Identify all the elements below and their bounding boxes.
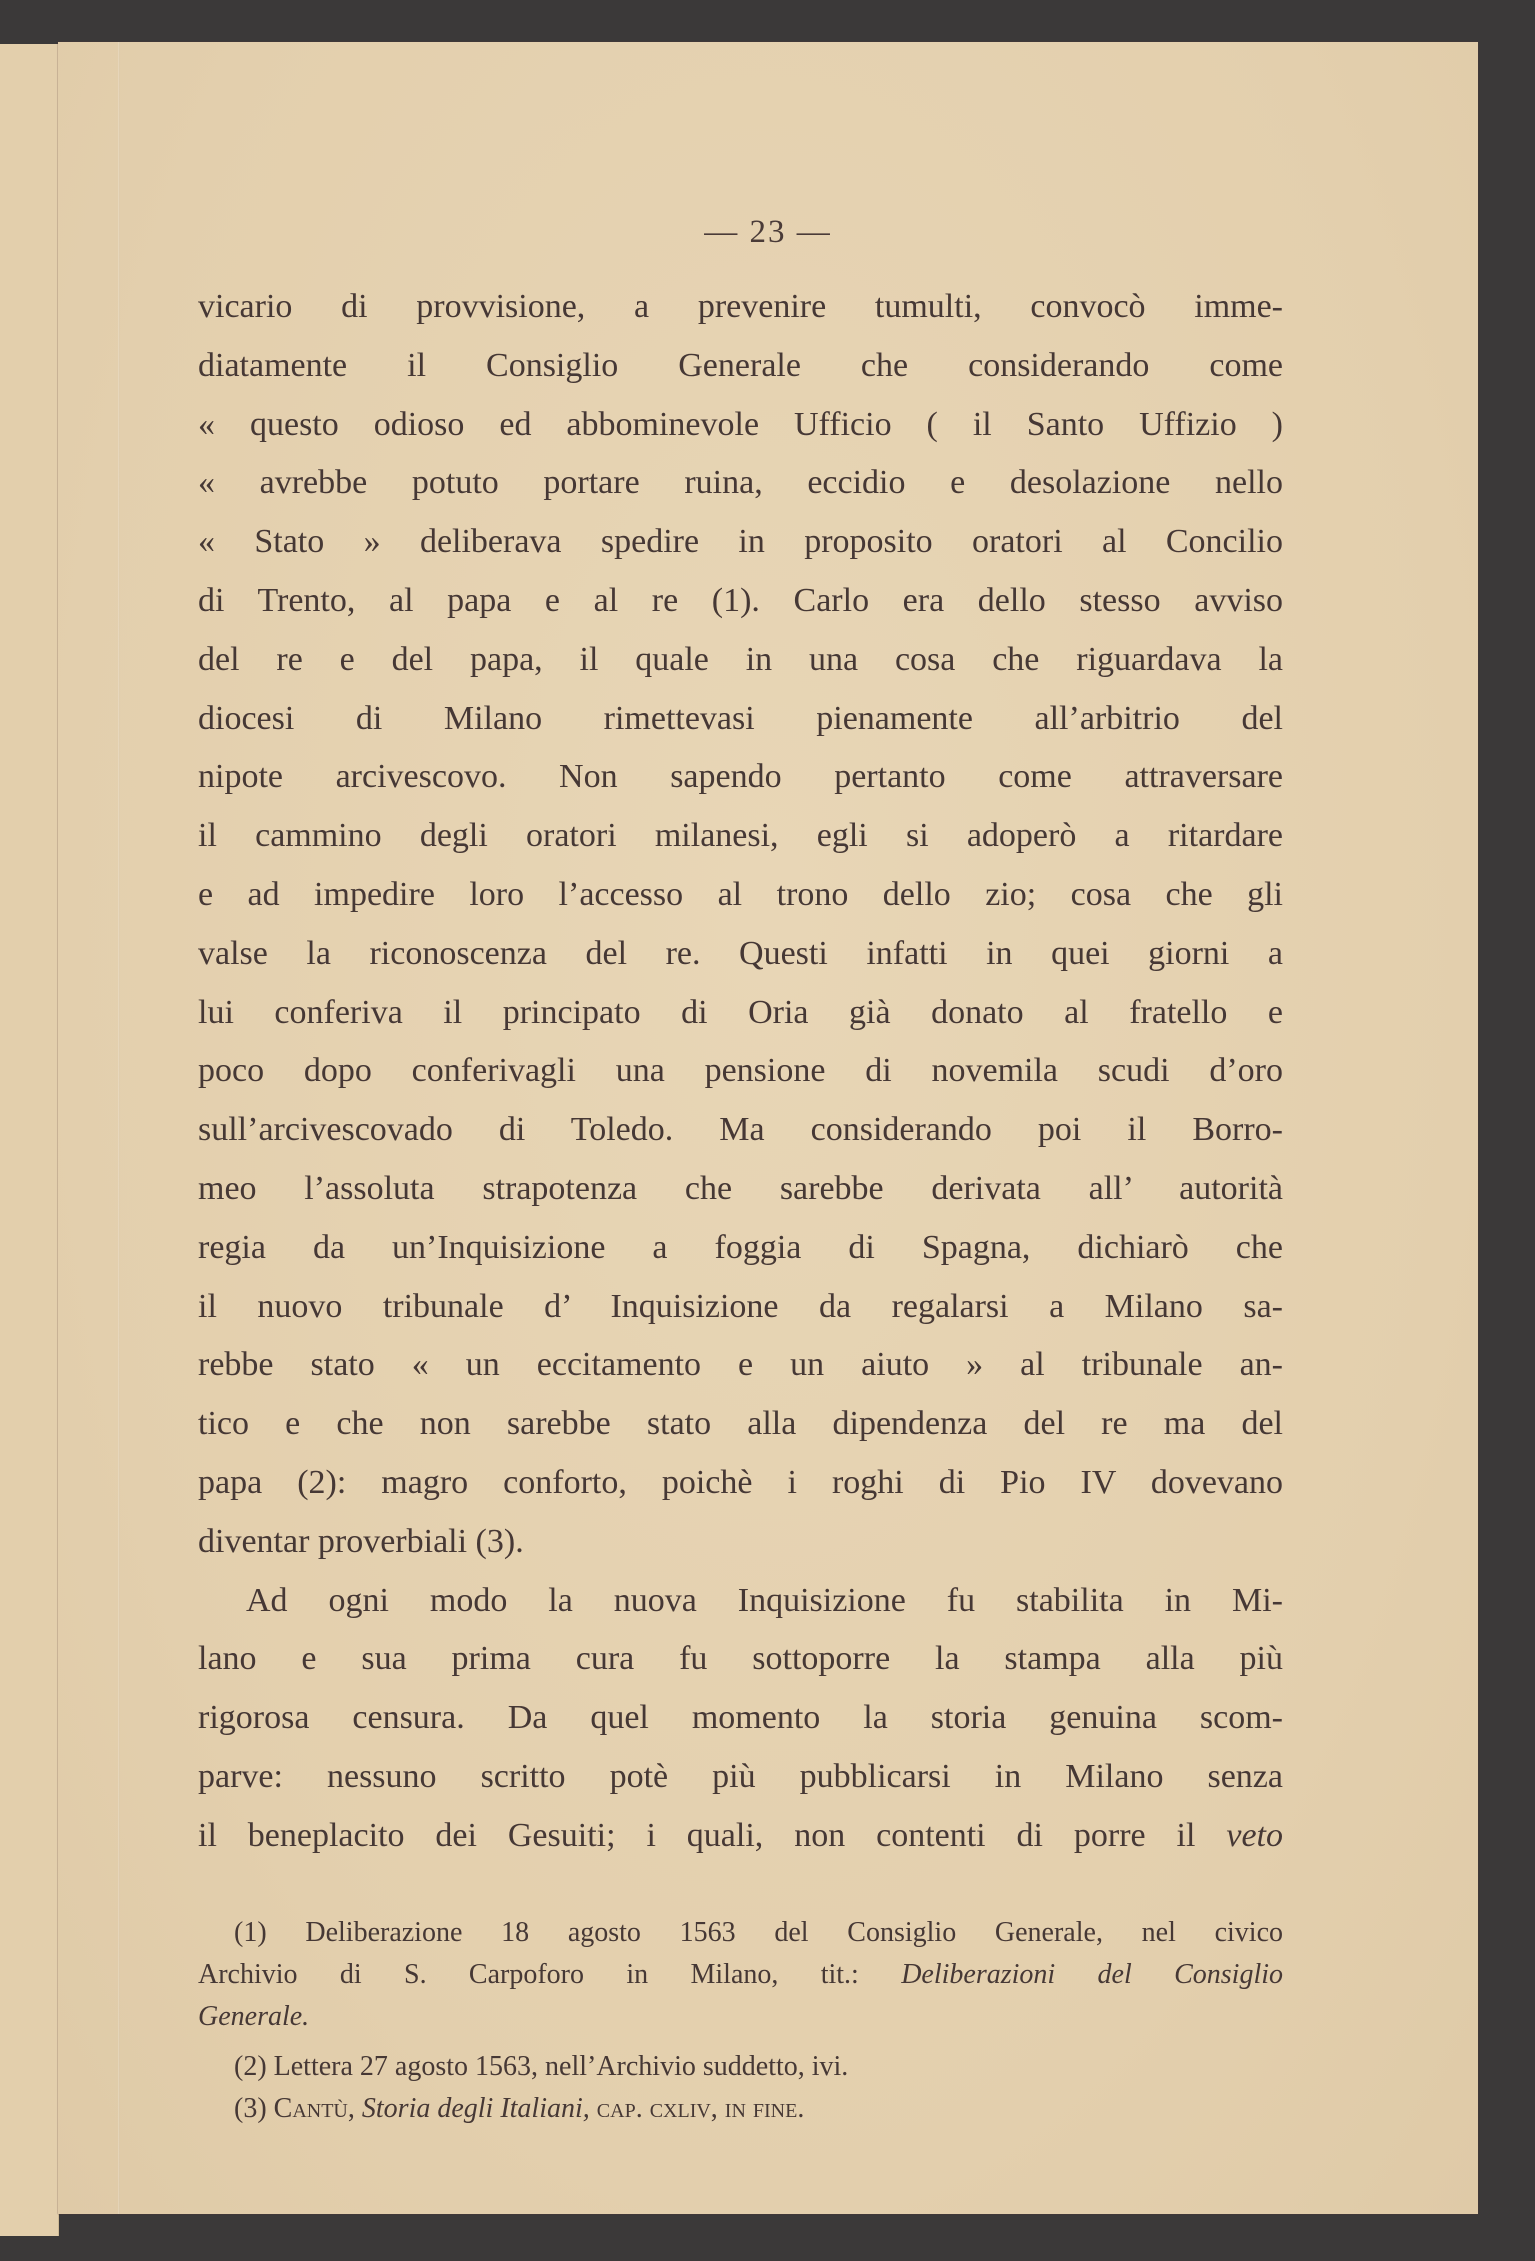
footnote-text: Archivio di S. Carpoforo in Milano, tit.: (198, 1959, 859, 1990)
footnote-title: Generale. (198, 2001, 310, 2032)
footnotes (198, 1912, 1283, 2130)
text-line (198, 1807, 1283, 1866)
footnote-text: cap. cxliv, in fine. (596, 2093, 805, 2124)
text-line: di Trento, al papa e al re (1). Carlo era dello stesso avviso (198, 581, 1283, 619)
footnote-author: Cantù, (273, 2093, 355, 2124)
text-line: valse la riconoscenza del re. Questi infatti in quei giorni a (198, 934, 1283, 972)
text-span: il beneplacito dei Gesuiti; i quali, non contenti di porre il (198, 1816, 1196, 1854)
text-line: meo l’assoluta strapotenza che sarebbe derivata all’ autorità (198, 1169, 1283, 1207)
paragraph-start-line: Ad ogni modo la nuova Inquisizione fu stabilita in Mi- (246, 1581, 1283, 1619)
text-line: lano e sua prima cura fu sottoporre la stampa alla più (198, 1640, 1283, 1678)
italic-word: veto (1226, 1816, 1283, 1854)
text-line: parve: nessuno scritto potè più pubblicarsi in Milano senza (198, 1757, 1283, 1795)
footnote-2: (2) Lettera 27 agosto 1563, nell’Archivio suddetto, ivi. (234, 2051, 849, 2082)
text-line: tico e che non sarebbe stato alla dipendenza del re ma del (198, 1405, 1283, 1443)
footnote-marker: (3) (234, 2093, 267, 2124)
text-line: e ad impedire loro l’accesso al trono dello zio; cosa che gli (198, 875, 1283, 913)
footnote-3 (198, 2088, 1283, 2130)
body-text (198, 278, 1283, 1866)
text-line: il cammino degli oratori milanesi, egli si adoperò a ritardare (198, 817, 1283, 855)
text-line: vicario di provvisione, a prevenire tumulti, convocò imme- (198, 288, 1283, 325)
page-fold-crease (118, 42, 120, 2214)
text-line: poco dopo conferivagli una pensione di novemila scudi d’oro (198, 1052, 1283, 1090)
text-line: il nuovo tribunale d’ Inquisizione da regalarsi a Milano sa- (198, 1287, 1283, 1325)
text-line: diocesi di Milano rimettevasi pienamente all’arbitrio del (198, 699, 1283, 737)
text-line: nipote arcivescovo. Non sapendo pertanto come attraversare (198, 758, 1283, 796)
text-line: diatamente il Consiglio Generale che considerando come (198, 346, 1283, 384)
text-line: rigorosa censura. Da quel momento la storia genuina scom- (198, 1699, 1283, 1737)
page-number: — 23 — (704, 214, 832, 250)
text-line: del re e del papa, il quale in una cosa che riguardava la (198, 640, 1283, 678)
text-line: lui conferiva il principato di Oria già donato al fratello e (198, 993, 1283, 1031)
text-line: « Stato » deliberava spedire in proposito oratori al Concilio (198, 523, 1283, 561)
footnote-title: Deliberazioni del Consiglio (901, 1959, 1284, 1990)
paragraph-end-line: diventar proverbiali (3). (198, 1522, 524, 1560)
book-page (58, 42, 1478, 2214)
footnote-1-continued (198, 1954, 1283, 1996)
text-line: papa (2): magro conforto, poichè i roghi di Pio IV dovevano (198, 1463, 1283, 1501)
footnote-title: Storia degli Italiani, (361, 2093, 590, 2124)
adjacent-page-edge (0, 44, 59, 2236)
text-line: « questo odioso ed abbominevole Ufficio ( il Santo Uffizio ) (198, 405, 1283, 443)
text-line: sull’arcivescovado di Toledo. Ma considerando poi il Borro- (198, 1111, 1283, 1149)
text-line: « avrebbe potuto portare ruina, eccidio e desolazione nello (198, 464, 1283, 502)
text-line: rebbe stato « un eccitamento e un aiuto » al tribunale an- (198, 1346, 1283, 1384)
footnote-1-end (198, 1996, 1283, 2038)
footnote-1: (1) Deliberazione 18 agosto 1563 del Consiglio Generale, nel civico (234, 1917, 1283, 1948)
text-line: regia da un’Inquisizione a foggia di Spagna, dichiarò che (198, 1228, 1283, 1266)
